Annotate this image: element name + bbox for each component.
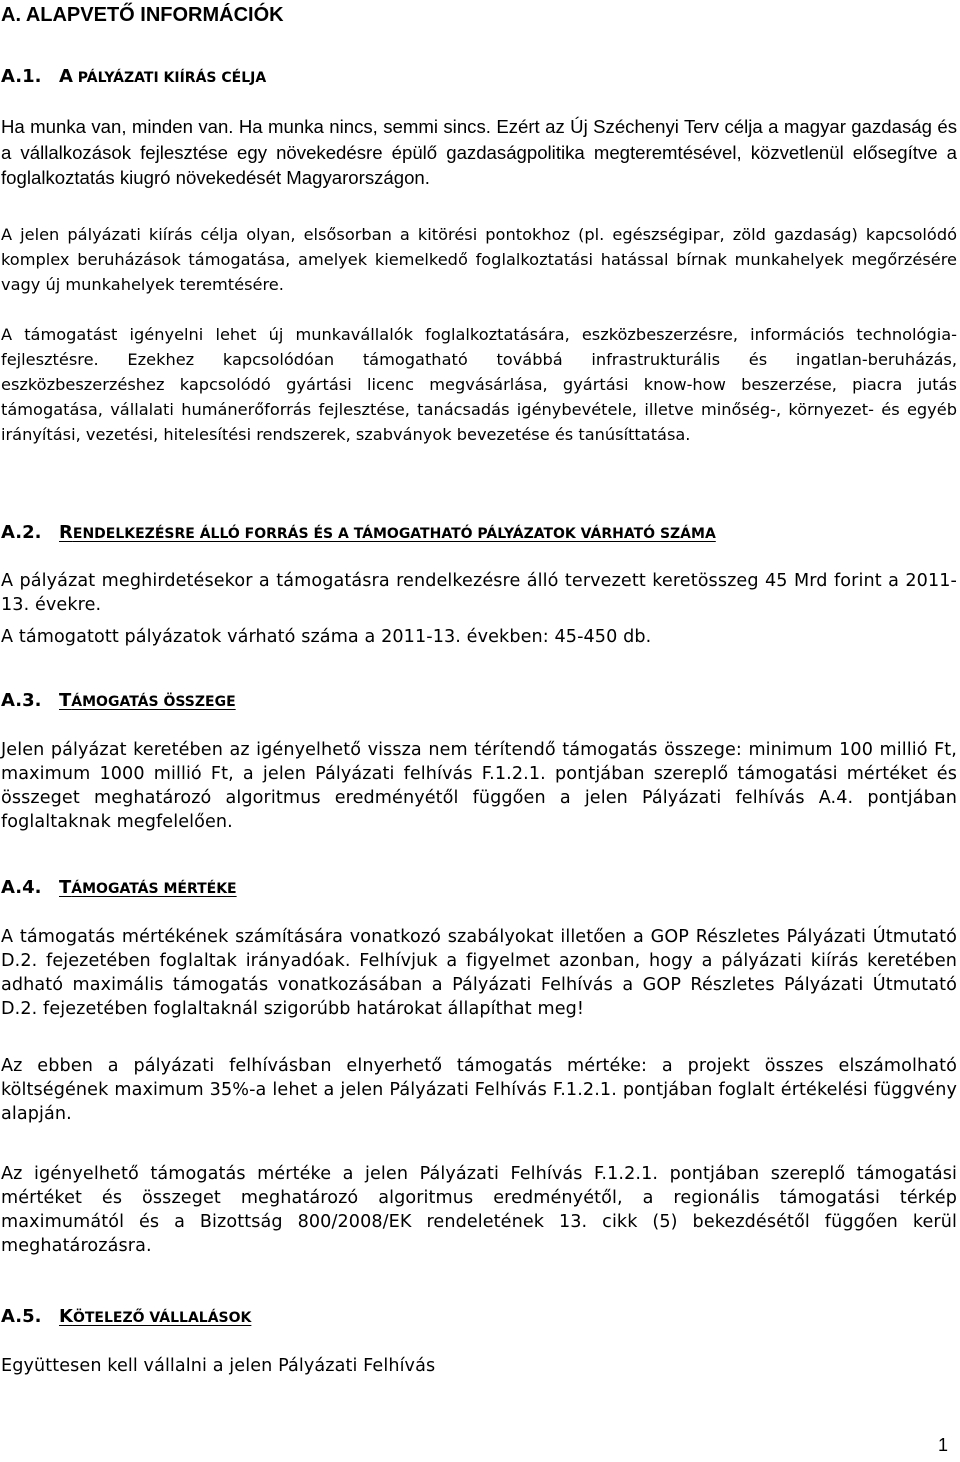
section-number: A.3. [1, 690, 42, 711]
section-heading-a5 [1, 1305, 957, 1330]
section-number: A.2. [1, 522, 42, 543]
main-heading: A. ALAPVETŐ INFORMÁCIÓK [1, 4, 284, 26]
paragraph-a1-1: Ha munka van, minden van. Ha munka nincs, semmi sincs. Ezért az Új Széchenyi Terv célja a magyar gazdaság és a vállalkozások fejlesztése egy növekedésre épülő gazdaságpolitika megteremtésével, közvetlenül elősegítve a foglalkoztatás kiugró növekedését Magyarországon. [1, 116, 957, 188]
paragraph-a3-1: Jelen pályázat keretében az igényelhető vissza nem térítendő támogatás összege: minimum 100 millió Ft, maximum 1000 millió Ft, a jelen Pályázati felhívás F.1.2.1. pontjában szereplő támogatási mértéket és összeget meghatározó algoritmus eredményétől függően a jelen Pályázati felhívás A.4. pontjában foglaltaknak megfelelően. [1, 740, 957, 832]
section-title-rest: ÁMOGATÁS ÖSSZEGE [71, 694, 236, 710]
section-number: A.1. [1, 66, 42, 87]
paragraph-a4-3: Az igényelhető támogatás mértéke a jelen Pályázati Felhívás F.1.2.1. pontjában szereplő támogatási mértéket és összeget meghatározó algoritmus eredményétől, a regionális támogatási térkép maximumától és a Bizottság 800/2008/EK rendeletének 13. cikk (5) bekezdésétől függően kerül meghatározásra. [1, 1164, 957, 1256]
section-heading-a1 [1, 65, 957, 90]
paragraph-a5-1: Együttesen kell vállalni a jelen Pályázati Felhívás [1, 1356, 436, 1376]
paragraph-a4-2: Az ebben a pályázati felhívásban elnyerhető támogatás mértéke: a projekt összes elszámolható költségének maximum 35%-a lehet a jelen Pályázati Felhívás F.1.2.1. pontjában foglalt értékelési függvény alapján. [1, 1056, 957, 1124]
section-title-rest: ÁMOGATÁS MÉRTÉKE [71, 881, 237, 897]
section-title-initial: R [59, 522, 73, 543]
paragraph-a1-2: A jelen pályázati kiírás célja olyan, elsősorban a kitörési pontokhoz (pl. egészségipar, zöld gazdaság) kapcsolódó komplex beruházások támogatása, amelyek kiemelkedő foglalkoztatási hatással bírnak munkahelyek megőrzésére vagy új munkahelyek teremtésére. [1, 225, 957, 294]
section-title-rest: ÖTELEZŐ VÁLLALÁSOK [72, 1310, 252, 1326]
paragraph-a1-3: A támogatást igényelni lehet új munkavállalók foglalkoztatására, eszközbeszerzésre, információs technológia- fejlesztésre. Ezekhez kapcsolódóan támogatható továbbá infrastrukturális és ingatlan-beruházás, eszközbeszerzéshez kapcsolódó gyártási licenc megvásárlása, gyártási know-how beszerzése, piacra jutás támogatása, vállalati humánerőforrás fejlesztése, tanácsadás igénybevétele, illetve minőség-, környezet- és egyéb irányítási, vezetési, hitelesítési rendszerek, szabványok bevezetése és tanúsíttatása. [1, 325, 957, 444]
paragraph-a4-1: A támogatás mértékének számítására vonatkozó szabályokat illetően a GOP Részletes Pályázati Útmutató D.2. fejezetében foglaltak irányadóak. Felhívjuk a figyelmet azonban, hogy a pályázati kiírás keretében adható maximális támogatás vonatkozásában a Pályázati Felhívás a GOP Részletes Pályázati Útmutató D.2. fejezetében foglaltaknál szigorúbb határokat állapíthat meg! [1, 927, 957, 1019]
section-title-initial: T [59, 877, 72, 898]
section-number: A.5. [1, 1306, 42, 1327]
section-heading-a3 [1, 689, 957, 714]
section-title-initial: A [59, 66, 73, 87]
section-heading-a4 [1, 876, 957, 901]
section-heading-a2 [1, 521, 957, 546]
section-title-rest: PÁLYÁZATI KIÍRÁS CÉLJA [72, 70, 267, 86]
section-title-initial: T [59, 690, 72, 711]
paragraph-a2-2: A támogatott pályázatok várható száma a 2011-13. években: 45-450 db. [1, 627, 652, 647]
section-title-initial: K [59, 1306, 73, 1327]
section-title-rest: ENDELKEZÉSRE ÁLLÓ FORRÁS ÉS A TÁMOGATHATÓ PÁLYÁZATOK VÁRHATÓ SZÁMA [72, 526, 716, 542]
paragraph-a2-1: A pályázat meghirdetésekor a támogatásra rendelkezésre álló tervezett keretösszeg 45 Mrd forint a 2011-13. évekre. [1, 571, 957, 615]
page-number: 1 [937, 1435, 948, 1455]
section-number: A.4. [1, 877, 42, 898]
